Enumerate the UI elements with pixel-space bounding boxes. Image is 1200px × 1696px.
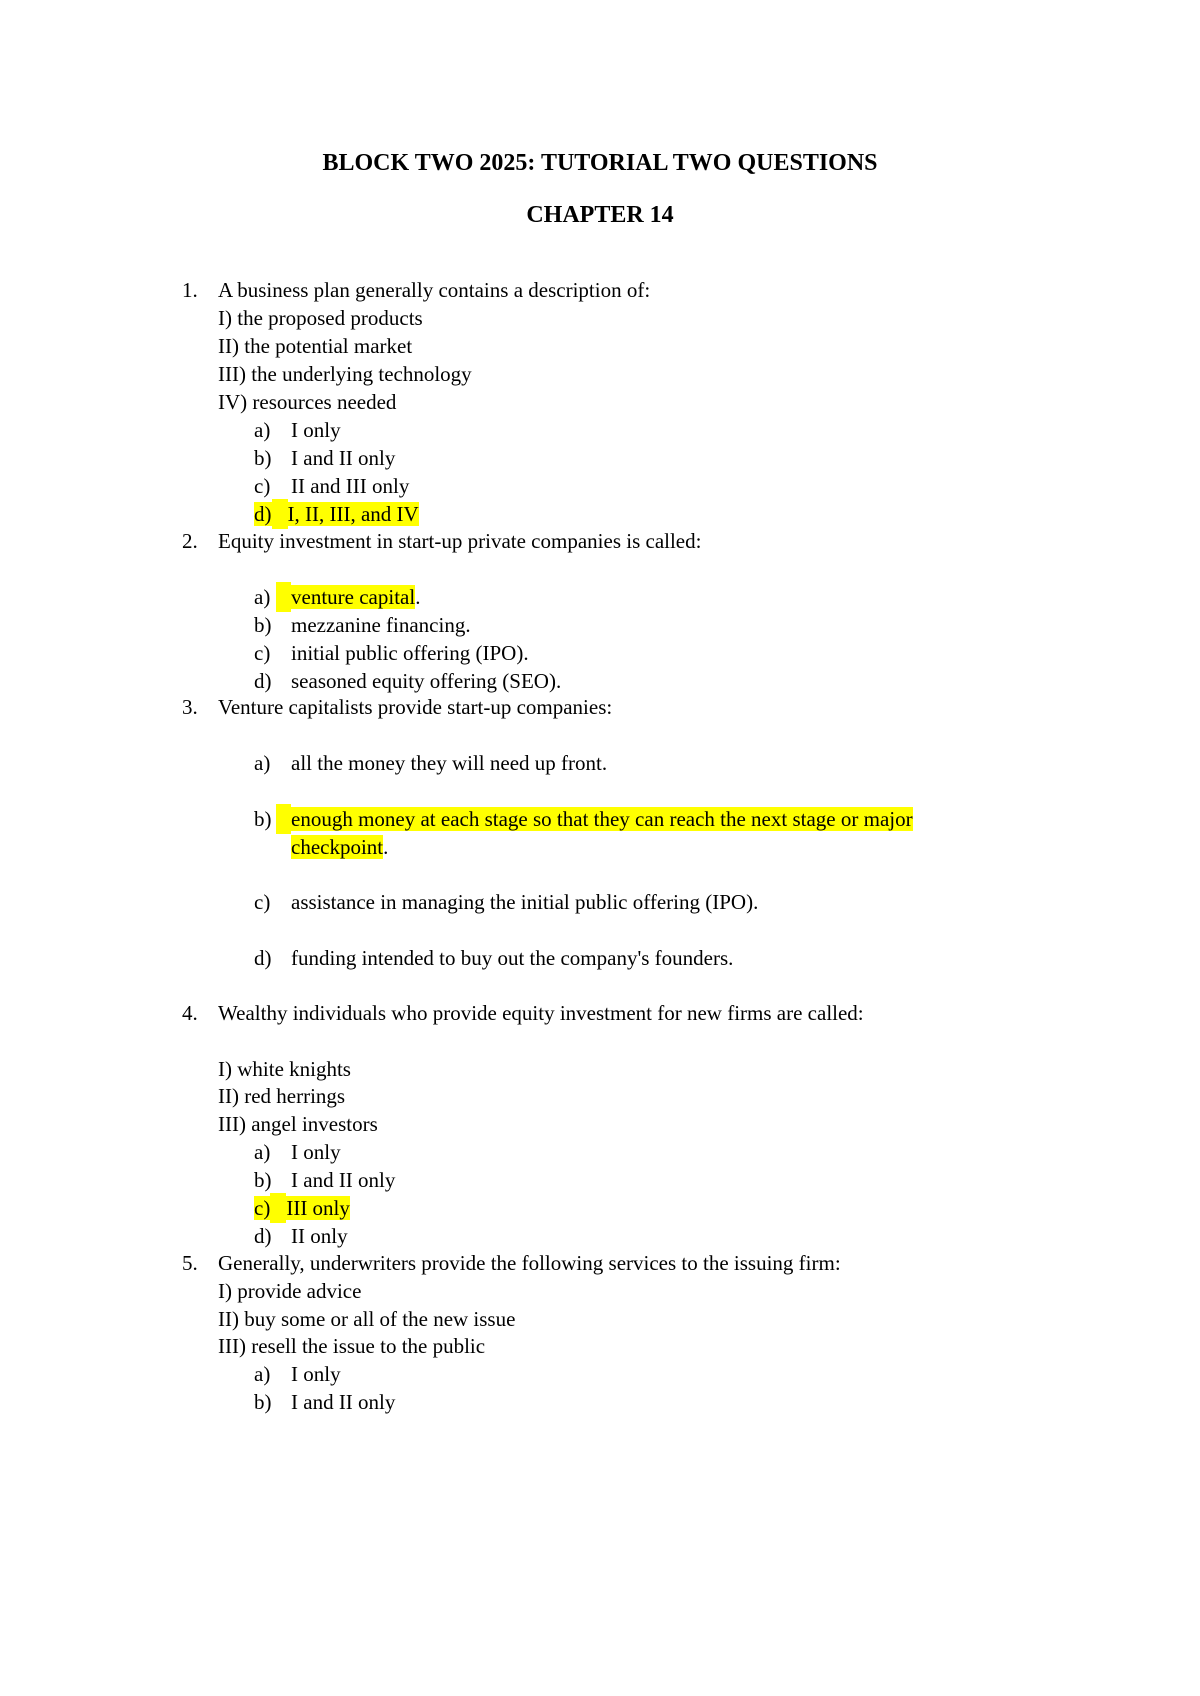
- option-text: I and II only: [291, 1390, 396, 1414]
- option-text: all the money they will need up front.: [291, 751, 608, 775]
- option-label: a): [254, 1140, 271, 1164]
- option-label: b): [254, 1168, 272, 1192]
- option-label: b): [254, 1390, 272, 1414]
- option-text: venture capital: [291, 585, 416, 609]
- option-label: b): [254, 446, 272, 470]
- statement: II) the potential market: [218, 334, 413, 358]
- chapter-heading: CHAPTER 14: [526, 202, 674, 228]
- answer-option-highlighted: [254, 1193, 350, 1223]
- option-label: a): [254, 1362, 271, 1386]
- statement: I) the proposed products: [218, 306, 423, 330]
- option-text: I only: [291, 418, 341, 442]
- option-text: enough money at each stage so that they can reach the next stage or major: [291, 807, 913, 831]
- option-label: b): [254, 613, 272, 637]
- option-text: I only: [291, 1362, 341, 1386]
- option-text-suffix: .: [383, 835, 389, 859]
- option-label: b): [254, 807, 272, 831]
- question-number: 4.: [182, 1001, 198, 1025]
- question-number: 5.: [182, 1251, 198, 1275]
- question-number: 3.: [182, 695, 198, 719]
- statement: III) angel investors: [218, 1112, 378, 1136]
- option-text: I only: [291, 1140, 341, 1164]
- option-label: a): [254, 418, 271, 442]
- question-text: Wealthy individuals who provide equity investment for new firms are called:: [218, 1001, 864, 1025]
- option-text: I and II only: [291, 1168, 396, 1192]
- option-text: mezzanine financing.: [291, 613, 471, 637]
- answer-option-highlighted: [254, 499, 419, 529]
- option-text: funding intended to buy out the company's founders.: [291, 946, 734, 970]
- option-text: checkpoint: [291, 835, 384, 859]
- question-text: A business plan generally contains a description of:: [218, 278, 651, 302]
- option-text: assistance in managing the initial public offering (IPO).: [291, 890, 759, 914]
- option-text: seasoned equity offering (SEO).: [291, 669, 562, 693]
- question-text: Equity investment in start-up private companies is called:: [218, 529, 702, 553]
- option-text: I and II only: [291, 446, 396, 470]
- option-text: II and III only: [291, 474, 410, 498]
- option-label: d): [254, 1224, 272, 1248]
- option-label: a): [254, 585, 271, 609]
- question-text: Venture capitalists provide start-up companies:: [218, 695, 613, 719]
- statement: I) provide advice: [218, 1279, 362, 1303]
- option-label: c): [254, 641, 271, 665]
- option-label: d): [254, 946, 272, 970]
- statement: II) buy some or all of the new issue: [218, 1307, 516, 1331]
- option-label: a): [254, 751, 271, 775]
- statement: IV) resources needed: [218, 390, 397, 414]
- option-text: II only: [291, 1224, 348, 1248]
- statement: III) the underlying technology: [218, 362, 472, 386]
- option-label: c): [254, 1196, 271, 1220]
- statement: II) red herrings: [218, 1084, 346, 1108]
- option-text-suffix: .: [415, 585, 421, 609]
- option-label: c): [254, 474, 271, 498]
- document-title: BLOCK TWO 2025: TUTORIAL TWO QUESTIONS: [322, 150, 878, 176]
- option-text: initial public offering (IPO).: [291, 641, 529, 665]
- statement: III) resell the issue to the public: [218, 1334, 486, 1358]
- question-text: Generally, underwriters provide the following services to the issuing firm:: [218, 1251, 841, 1275]
- option-label: d): [254, 669, 272, 693]
- question-number: 2.: [182, 529, 198, 553]
- statement: I) white knights: [218, 1057, 351, 1081]
- option-label: d): [254, 502, 272, 526]
- question-number: 1.: [182, 278, 198, 302]
- option-label: c): [254, 890, 271, 914]
- option-text: III only: [286, 1196, 350, 1220]
- option-text: I, II, III, and IV: [287, 502, 419, 526]
